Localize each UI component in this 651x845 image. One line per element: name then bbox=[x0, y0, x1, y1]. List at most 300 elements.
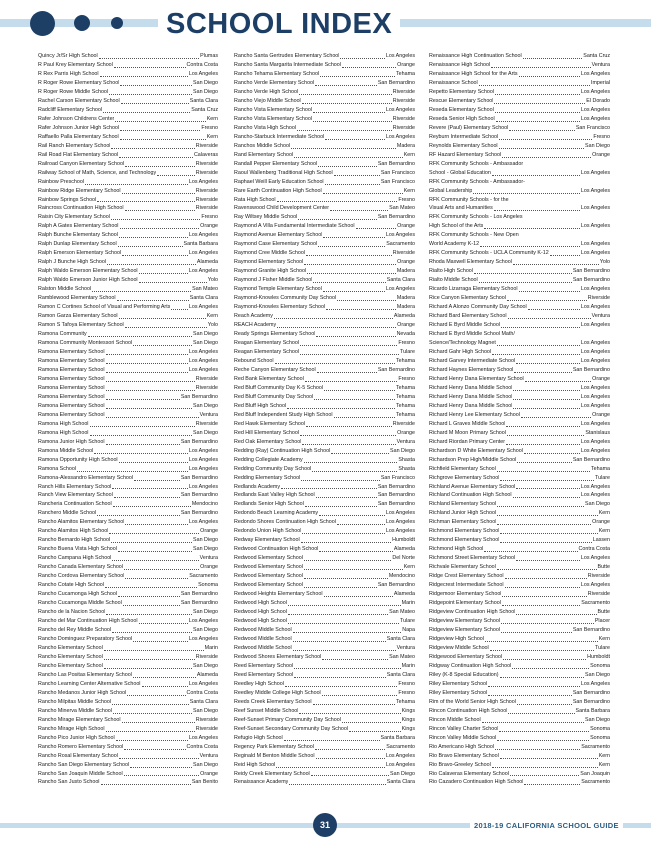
school-name: Ramona Elementary School bbox=[38, 366, 105, 373]
dot-leader bbox=[130, 767, 192, 768]
index-entry bbox=[38, 518, 218, 527]
index-entry bbox=[234, 258, 415, 267]
index-entry bbox=[234, 321, 415, 330]
county-name: Santa Barbara bbox=[575, 707, 610, 714]
index-entry bbox=[234, 734, 415, 743]
index-entry bbox=[38, 213, 218, 222]
school-name: Rincon Continuation High School bbox=[429, 707, 508, 714]
county-name: San Bernardino bbox=[180, 393, 218, 400]
dot-leader bbox=[325, 184, 380, 185]
county-name: Los Angeles bbox=[580, 438, 610, 445]
county-name: Santa Barbara bbox=[380, 734, 415, 741]
index-entry bbox=[234, 761, 415, 770]
county-name: Fresno bbox=[201, 124, 218, 131]
index-entry bbox=[234, 778, 415, 787]
school-name: Reedley Middle College High School bbox=[234, 689, 321, 696]
dot-leader bbox=[324, 390, 395, 391]
index-entry bbox=[429, 599, 610, 608]
county-name: Placer bbox=[594, 618, 610, 625]
county-name: Butte bbox=[597, 564, 610, 571]
index-entry bbox=[429, 187, 610, 196]
school-name: Reed Elementary School bbox=[234, 671, 294, 678]
school-name: Redding Collegiate Academy bbox=[234, 456, 303, 463]
index-entry bbox=[429, 536, 610, 545]
index-entry bbox=[429, 761, 610, 770]
dot-leader bbox=[508, 713, 574, 714]
school-name: RFK Community Schools - Ambassador- bbox=[429, 178, 525, 185]
school-name: Rancho Pico Junior High School bbox=[38, 734, 115, 741]
dot-leader bbox=[510, 775, 579, 776]
school-name: Rail Ranch Elementary School bbox=[38, 142, 111, 149]
school-name: High School of the Arts bbox=[429, 223, 484, 230]
school-name: Richard E Byrd Middle School bbox=[429, 322, 500, 329]
index-entry bbox=[38, 411, 218, 420]
dot-leader bbox=[525, 381, 591, 382]
school-name: Rancho Las Positas Elementary School bbox=[38, 671, 132, 678]
index-entry bbox=[38, 491, 218, 500]
school-name: Rainbow Ridge Elementary School bbox=[38, 187, 121, 194]
county-name: Fresno bbox=[398, 196, 415, 203]
school-name: Ricardo Lizarraga Elementary School bbox=[429, 286, 518, 293]
county-name: Los Angeles bbox=[580, 304, 610, 311]
school-name: Reidy Creek Elementary School bbox=[234, 770, 310, 777]
dot-leader bbox=[114, 497, 180, 498]
county-name: Tulare bbox=[400, 348, 415, 355]
dot-leader bbox=[276, 767, 385, 768]
dot-leader bbox=[506, 426, 579, 427]
index-entry bbox=[38, 420, 218, 429]
dot-leader bbox=[323, 193, 403, 194]
dot-leader bbox=[519, 291, 580, 292]
index-entry bbox=[429, 563, 610, 572]
county-name: Mendocino bbox=[388, 573, 415, 580]
county-name: Riverside bbox=[195, 142, 218, 149]
county-name: San Diego bbox=[390, 770, 415, 777]
dot-leader bbox=[297, 130, 392, 131]
dot-leader bbox=[492, 354, 580, 355]
county-name: San Bernardino bbox=[572, 456, 610, 463]
county-name: Orange bbox=[200, 223, 218, 230]
school-name: Ralston Middle School bbox=[38, 286, 92, 293]
index-entry bbox=[429, 698, 610, 707]
county-name: San Diego bbox=[585, 142, 610, 149]
dot-leader bbox=[311, 775, 389, 776]
county-name: Los Angeles bbox=[580, 483, 610, 490]
dot-leader bbox=[499, 139, 592, 140]
index-entry bbox=[429, 384, 610, 393]
dot-leader bbox=[505, 578, 587, 579]
dot-leader bbox=[106, 399, 180, 400]
index-entry bbox=[234, 635, 415, 644]
dot-leader bbox=[502, 605, 580, 606]
county-name: Santa Clara bbox=[386, 635, 415, 642]
county-name: Fresno bbox=[398, 680, 415, 687]
dot-leader bbox=[275, 363, 395, 364]
school-name: Ramona High School bbox=[38, 420, 89, 427]
county-name: Marin bbox=[204, 644, 218, 651]
index-entry bbox=[429, 635, 610, 644]
county-name: Los Angeles bbox=[385, 752, 415, 759]
index-entry bbox=[234, 151, 415, 160]
county-name: Los Angeles bbox=[580, 187, 610, 194]
index-entry bbox=[429, 240, 610, 249]
dot-leader bbox=[123, 605, 180, 606]
dot-leader bbox=[113, 713, 192, 714]
dot-leader bbox=[499, 148, 584, 149]
county-name: Riverside bbox=[195, 160, 218, 167]
dot-leader bbox=[106, 363, 188, 364]
county-name: Fresno bbox=[201, 214, 218, 221]
county-name: Riverside bbox=[195, 653, 218, 660]
county-name: Los Angeles bbox=[188, 465, 218, 472]
school-name: Reynolds Elementary School bbox=[429, 142, 498, 149]
index-entry bbox=[234, 339, 415, 348]
county-name: San Diego bbox=[193, 546, 218, 553]
index-entry bbox=[38, 770, 218, 779]
county-name: Riverside bbox=[195, 725, 218, 732]
dot-leader bbox=[284, 740, 380, 741]
school-name: Richard L Graves Middle School bbox=[429, 420, 506, 427]
dot-leader bbox=[113, 506, 191, 507]
index-entry bbox=[38, 761, 218, 770]
county-name: Santa Clara bbox=[189, 97, 218, 104]
dot-leader bbox=[125, 210, 195, 211]
school-name: Rancho Tehama Elementary School bbox=[234, 70, 320, 77]
school-name: Rancheria Continuation School bbox=[38, 501, 112, 508]
county-name: Kern bbox=[598, 635, 610, 642]
dot-leader bbox=[326, 309, 396, 310]
school-name: Reyburn Intermediate School bbox=[429, 133, 499, 140]
index-entry bbox=[234, 716, 415, 725]
index-entry bbox=[38, 689, 218, 698]
dot-leader bbox=[111, 148, 194, 149]
dot-leader bbox=[315, 85, 377, 86]
index-entry bbox=[234, 599, 415, 608]
county-name: San Diego bbox=[585, 716, 610, 723]
county-name: Stanislaus bbox=[585, 429, 610, 436]
dot-leader bbox=[103, 112, 190, 113]
header-dot-large bbox=[30, 11, 55, 36]
county-name: Shasta bbox=[398, 465, 415, 472]
county-name: Contra Costa bbox=[578, 546, 610, 553]
dot-leader bbox=[304, 569, 403, 570]
county-name: San Bernardino bbox=[377, 79, 415, 86]
index-entry bbox=[38, 142, 218, 151]
index-entry bbox=[38, 752, 218, 761]
county-name: Yolo bbox=[207, 277, 218, 284]
index-entry bbox=[234, 483, 415, 492]
school-name: Rainbow Springs School bbox=[38, 196, 97, 203]
index-entry bbox=[429, 312, 610, 321]
index-entry bbox=[429, 554, 610, 563]
school-name: Reseda Elementary School bbox=[429, 106, 494, 113]
dot-leader bbox=[500, 677, 585, 678]
county-name: Kern bbox=[403, 151, 415, 158]
index-entry bbox=[429, 204, 610, 213]
school-name: Richard Henry Dana Middle School bbox=[429, 384, 513, 391]
dot-leader bbox=[342, 67, 396, 68]
county-name: Riverside bbox=[195, 384, 218, 391]
school-name: Railway School of Math, Science, and Technology bbox=[38, 169, 157, 176]
county-name: Tehama bbox=[395, 393, 415, 400]
dot-leader bbox=[495, 749, 580, 750]
dot-leader bbox=[304, 587, 377, 588]
school-name: Richard Henry Dana Elementary School bbox=[429, 375, 524, 382]
dot-leader bbox=[133, 641, 188, 642]
index-entry bbox=[429, 115, 610, 124]
county-name: Mendocino bbox=[191, 501, 218, 508]
county-name: Lassen bbox=[592, 537, 610, 544]
index-entry bbox=[429, 456, 610, 465]
index-entry bbox=[38, 97, 218, 106]
school-name: Rio Americano High School bbox=[429, 743, 495, 750]
index-entry bbox=[429, 88, 610, 97]
index-entry bbox=[429, 133, 610, 142]
index-entry bbox=[234, 178, 415, 187]
dot-leader bbox=[122, 722, 195, 723]
index-entry bbox=[429, 178, 610, 187]
school-name: Reeds Creek Elementary School bbox=[234, 698, 312, 705]
dot-leader bbox=[319, 515, 385, 516]
dot-leader bbox=[106, 731, 195, 732]
dot-leader bbox=[507, 435, 584, 436]
county-name: San Diego bbox=[585, 501, 610, 508]
county-name: San Bernardino bbox=[377, 366, 415, 373]
school-name: Red Hill Elementary School bbox=[234, 429, 300, 436]
index-entry bbox=[234, 142, 415, 151]
index-entry bbox=[38, 545, 218, 554]
dot-leader bbox=[106, 390, 195, 391]
index-entry bbox=[429, 734, 610, 743]
index-entry bbox=[38, 734, 218, 743]
county-name: Kern bbox=[598, 510, 610, 517]
school-name: Reach Academy bbox=[234, 313, 273, 320]
county-name: Tehama bbox=[395, 384, 415, 391]
dot-leader bbox=[337, 300, 396, 301]
county-name: San Bernardino bbox=[180, 492, 218, 499]
county-name: Los Angeles bbox=[385, 286, 415, 293]
index-entry bbox=[38, 61, 218, 70]
index-entry bbox=[429, 97, 610, 106]
school-name: Ralph Bunche Elementary School bbox=[38, 232, 118, 239]
school-name: Redwood Elementary School bbox=[234, 573, 303, 580]
school-name: Ridgeview Continuation High School bbox=[429, 609, 516, 616]
school-name: Redding (Ray) Continuation High School bbox=[234, 447, 331, 454]
index-entry bbox=[38, 303, 218, 312]
county-name: Sonoma bbox=[590, 662, 610, 669]
school-name: Rancho Vista High School bbox=[234, 124, 296, 131]
dot-leader bbox=[90, 426, 195, 427]
index-entry bbox=[38, 115, 218, 124]
index-entry bbox=[429, 151, 610, 160]
county-name: San Bernardino bbox=[180, 474, 218, 481]
county-name: Riverside bbox=[392, 420, 415, 427]
school-name: Redwood Middle School bbox=[234, 635, 292, 642]
county-name: San Bernardino bbox=[377, 492, 415, 499]
dot-leader bbox=[337, 524, 385, 525]
school-name: Ramon C Cortines School of Visual and Performing Arts bbox=[38, 304, 171, 311]
school-name: Rancho Cotate High School bbox=[38, 582, 104, 589]
index-entry bbox=[429, 249, 610, 258]
dot-leader bbox=[298, 219, 377, 220]
dot-leader bbox=[293, 641, 386, 642]
dot-leader bbox=[139, 273, 188, 274]
dot-leader bbox=[501, 623, 594, 624]
index-entry bbox=[38, 204, 218, 213]
county-name: Los Angeles bbox=[385, 761, 415, 768]
index-entry bbox=[38, 438, 218, 447]
dot-leader bbox=[480, 246, 580, 247]
dot-leader bbox=[119, 758, 199, 759]
index-entry bbox=[429, 770, 610, 779]
county-name: Los Angeles bbox=[188, 618, 218, 625]
school-name: Raymond Avenue Elementary School bbox=[234, 232, 323, 239]
county-name: Los Angeles bbox=[188, 635, 218, 642]
county-name: Los Angeles bbox=[188, 366, 218, 373]
dot-leader bbox=[104, 659, 195, 660]
index-entry bbox=[429, 366, 610, 375]
school-name: Raymond Granite High School bbox=[234, 268, 307, 275]
dot-leader bbox=[288, 623, 399, 624]
page-number: 31 bbox=[313, 813, 337, 837]
school-name: Rancho Santa Margarita Intermediate School bbox=[234, 61, 341, 68]
county-name: Santa Clara bbox=[386, 671, 415, 678]
index-entry bbox=[429, 393, 610, 402]
school-name: Richard A Alonzo Community Day School bbox=[429, 304, 527, 311]
dot-leader bbox=[120, 228, 200, 229]
school-name: Rancho Romero Elementary School bbox=[38, 743, 124, 750]
county-name: Riverside bbox=[587, 295, 610, 302]
index-entry bbox=[234, 393, 415, 402]
index-entry bbox=[429, 572, 610, 581]
county-name: Kern bbox=[598, 752, 610, 759]
county-name: Alameda bbox=[393, 591, 415, 598]
school-name: Reseda Senior High School bbox=[429, 115, 495, 122]
school-name: Ramona Elementary School bbox=[38, 375, 105, 382]
school-name: Rancho Campana High School bbox=[38, 555, 112, 562]
index-entry bbox=[234, 348, 415, 357]
dot-leader bbox=[517, 704, 572, 705]
county-name: Kings bbox=[401, 716, 415, 723]
dot-leader bbox=[116, 740, 188, 741]
index-entry bbox=[429, 169, 610, 178]
dot-leader bbox=[508, 318, 591, 319]
school-name: Riley Elementary School bbox=[429, 689, 488, 696]
dot-leader bbox=[325, 139, 385, 140]
index-entry bbox=[429, 474, 610, 483]
dot-leader bbox=[305, 381, 398, 382]
index-entry bbox=[234, 500, 415, 509]
index-column-2 bbox=[234, 52, 415, 787]
county-name: Alameda bbox=[196, 671, 218, 678]
school-name: Rafer Johnson Childrens Center bbox=[38, 115, 115, 122]
index-entry bbox=[38, 536, 218, 545]
school-name: RFK Community Schools - UCLA Community K-12 bbox=[429, 250, 549, 257]
index-entry bbox=[234, 518, 415, 527]
county-name: Los Angeles bbox=[188, 519, 218, 526]
school-name: Randall Pepper Elementary School bbox=[234, 160, 318, 167]
index-column-3 bbox=[429, 52, 610, 787]
school-name: Rio Bravo-Greeley School bbox=[429, 761, 491, 768]
school-name: Red Oak Elementary School bbox=[234, 438, 302, 445]
index-entry bbox=[234, 222, 415, 231]
index-entry bbox=[38, 88, 218, 97]
index-entry bbox=[234, 133, 415, 142]
index-entry bbox=[38, 124, 218, 133]
county-name: Madera bbox=[396, 268, 415, 275]
county-name: Riverside bbox=[392, 250, 415, 257]
dot-leader bbox=[125, 578, 188, 579]
index-entry bbox=[429, 545, 610, 554]
index-entry bbox=[429, 518, 610, 527]
county-name: San Diego bbox=[193, 340, 218, 346]
school-name: Ranch View Elementary School bbox=[38, 492, 113, 499]
index-entry bbox=[234, 330, 415, 339]
school-name: Redwood Middle School bbox=[234, 644, 292, 651]
dot-leader bbox=[523, 58, 583, 59]
index-entry bbox=[38, 626, 218, 635]
school-name: Rincon Valley Middle School bbox=[429, 734, 497, 741]
dot-leader bbox=[97, 515, 180, 516]
dot-leader bbox=[322, 695, 398, 696]
county-name: El Dorado bbox=[586, 97, 610, 104]
dot-leader bbox=[300, 354, 399, 355]
school-name: Rancho Alamitos High School bbox=[38, 528, 109, 535]
index-entry bbox=[38, 500, 218, 509]
school-name: Rancho Santa Gertrudes Elementary School bbox=[234, 53, 340, 59]
school-name: Science/Technology Magnet bbox=[429, 340, 496, 346]
school-name: Rancho del Rey Middle School bbox=[38, 627, 112, 633]
dot-leader bbox=[119, 318, 206, 319]
dot-leader bbox=[499, 731, 589, 732]
county-name: Tehama bbox=[395, 698, 415, 705]
index-entry bbox=[38, 465, 218, 474]
index-entry bbox=[38, 474, 218, 483]
school-name: Ramona School bbox=[38, 465, 77, 472]
index-entry bbox=[234, 115, 415, 124]
county-name: Riverside bbox=[392, 124, 415, 131]
county-name: Los Angeles bbox=[580, 106, 610, 113]
school-name: Ralph J Bunche High School bbox=[38, 259, 107, 266]
dot-leader bbox=[124, 775, 200, 776]
school-name: Redwood Middle School bbox=[234, 627, 292, 633]
school-name: Richland Junior High School bbox=[429, 510, 497, 517]
index-entry bbox=[234, 384, 415, 393]
index-entry bbox=[429, 294, 610, 303]
index-entry bbox=[429, 61, 610, 70]
county-name: Riverside bbox=[195, 716, 218, 723]
school-name: Reche Canyon Elementary School bbox=[234, 366, 316, 373]
index-entry bbox=[234, 402, 415, 411]
index-entry bbox=[429, 716, 610, 725]
county-name: Los Angeles bbox=[580, 115, 610, 122]
school-name: Rancho Dominguez Preparatory School bbox=[38, 635, 133, 642]
dot-leader bbox=[316, 758, 385, 759]
page-footer bbox=[0, 810, 651, 845]
county-name: Fresno bbox=[398, 689, 415, 696]
index-entry bbox=[38, 725, 218, 734]
county-name: Fresno bbox=[398, 340, 415, 346]
county-name: Orange bbox=[592, 375, 610, 382]
county-name: San Bernardino bbox=[377, 160, 415, 167]
dot-leader bbox=[304, 578, 388, 579]
dot-leader bbox=[334, 417, 395, 418]
index-entry bbox=[234, 97, 415, 106]
county-name: San Diego bbox=[390, 447, 415, 454]
school-name: Rancho Cucamonga High School bbox=[38, 591, 118, 598]
county-name: San Bernardino bbox=[377, 582, 415, 589]
dot-leader bbox=[133, 677, 196, 678]
